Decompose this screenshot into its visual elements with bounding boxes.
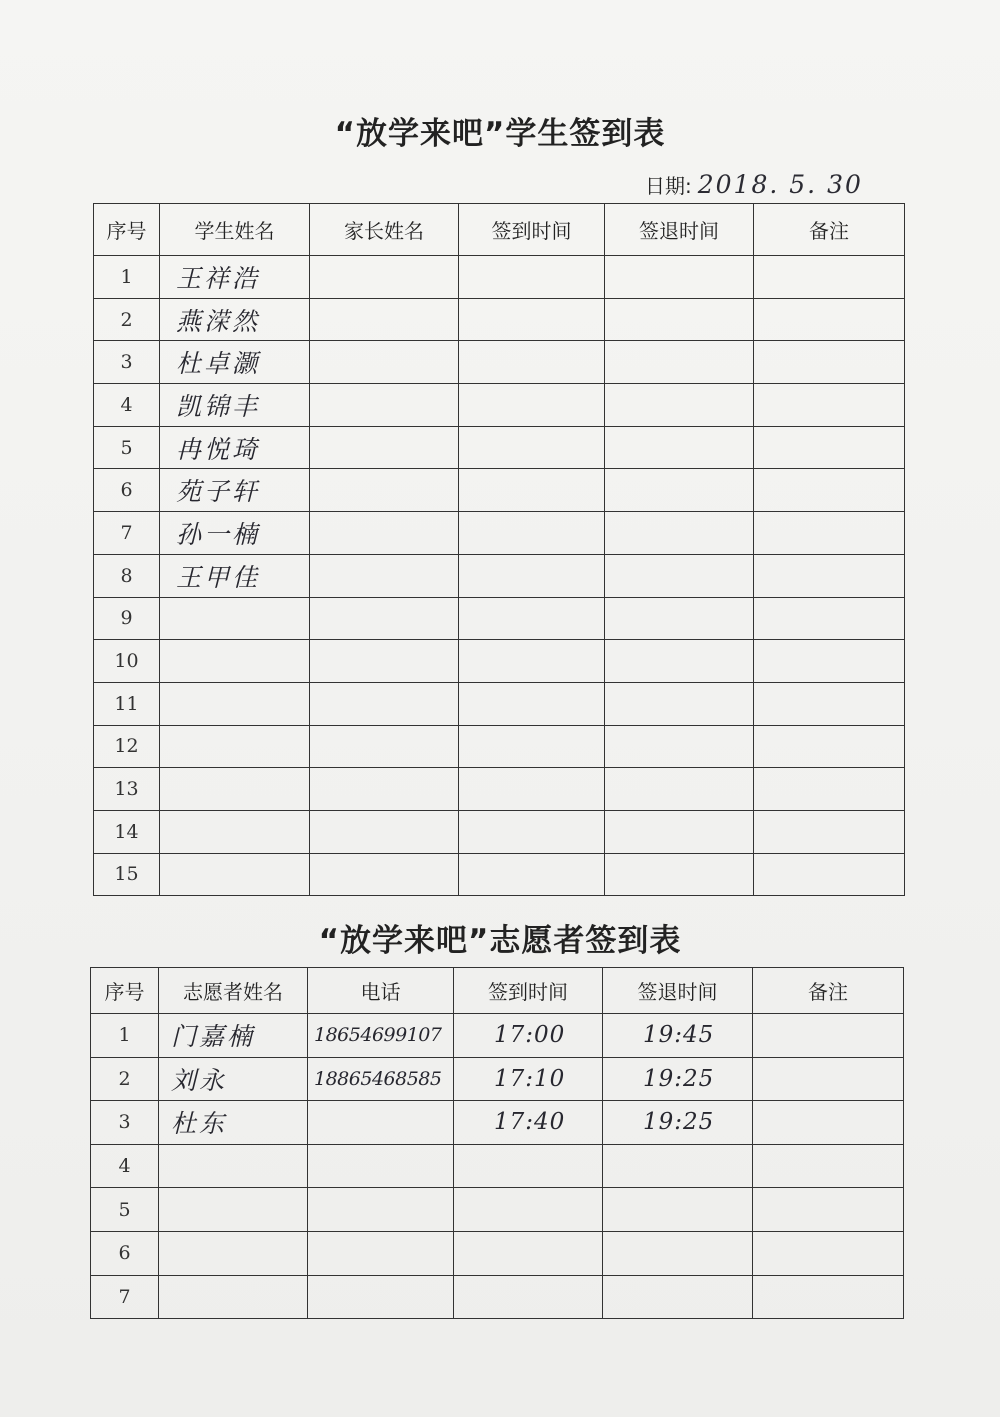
- sign-in-time-cell: [459, 512, 605, 555]
- row-index: 3: [91, 1101, 159, 1145]
- header-phone: 电话: [308, 968, 454, 1014]
- volunteer-table-row: [91, 1188, 904, 1232]
- sign-in-time-cell: 17:40: [454, 1101, 603, 1145]
- parent-name-cell: [310, 554, 459, 597]
- row-index: 1: [91, 1014, 159, 1058]
- sign-out-time-cell: [605, 853, 754, 896]
- sign-out-time-cell: [605, 725, 754, 768]
- sign-out-time-cell: 19:25: [603, 1101, 753, 1145]
- volunteer-name-cell: 杜东: [159, 1101, 308, 1145]
- sign-out-time-cell: [603, 1188, 753, 1232]
- sign-in-time-cell: [459, 341, 605, 384]
- parent-name-cell: [310, 298, 459, 341]
- sign-out-time-cell: 19:45: [603, 1014, 753, 1058]
- student-name-cell: [160, 682, 310, 725]
- parent-name-cell: [310, 384, 459, 427]
- sign-in-time-cell: [459, 682, 605, 725]
- header-volunteer-name: 志愿者姓名: [159, 968, 308, 1014]
- student-table-row: [94, 768, 905, 811]
- sign-in-time-cell: [459, 469, 605, 512]
- row-index: 2: [94, 298, 160, 341]
- volunteer-table-row: [91, 1057, 904, 1101]
- remarks-cell: [754, 768, 905, 811]
- remarks-cell: [754, 597, 905, 640]
- row-index: 15: [94, 853, 160, 896]
- remarks-cell: [754, 810, 905, 853]
- parent-name-cell: [310, 682, 459, 725]
- sign-out-time-cell: [605, 768, 754, 811]
- volunteer-name-cell: [159, 1144, 308, 1188]
- remarks-cell: [754, 426, 905, 469]
- sign-in-time-cell: [459, 256, 605, 299]
- student-table-header-row: [94, 204, 905, 256]
- parent-name-cell: [310, 725, 459, 768]
- date-line: [645, 170, 863, 199]
- sign-out-time-cell: 19:25: [603, 1057, 753, 1101]
- remarks-cell: [754, 298, 905, 341]
- sign-out-time-cell: [605, 298, 754, 341]
- student-table-row: [94, 597, 905, 640]
- header-remarks: 备注: [753, 968, 904, 1014]
- remarks-cell: [753, 1188, 904, 1232]
- volunteer-name-cell: 刘永: [159, 1057, 308, 1101]
- row-index: 14: [94, 810, 160, 853]
- header-sign-out-time: 签退时间: [605, 204, 754, 256]
- row-index: 1: [94, 256, 160, 299]
- sign-in-time-cell: [454, 1188, 603, 1232]
- header-remarks: 备注: [754, 204, 905, 256]
- parent-name-cell: [310, 256, 459, 299]
- student-table-row: [94, 512, 905, 555]
- student-name-cell: [160, 640, 310, 683]
- parent-name-cell: [310, 426, 459, 469]
- parent-name-cell: [310, 768, 459, 811]
- sign-in-time-cell: [459, 298, 605, 341]
- sign-in-time-cell: 17:00: [454, 1014, 603, 1058]
- row-index: 6: [94, 469, 160, 512]
- student-name-cell: 燕溁然: [160, 298, 310, 341]
- sign-in-time-cell: 17:10: [454, 1057, 603, 1101]
- phone-cell: [308, 1144, 454, 1188]
- parent-name-cell: [310, 853, 459, 896]
- student-name-cell: [160, 725, 310, 768]
- sign-out-time-cell: [603, 1231, 753, 1275]
- sign-in-time-cell: [459, 853, 605, 896]
- parent-name-cell: [310, 469, 459, 512]
- parent-name-cell: [310, 810, 459, 853]
- sign-in-time-cell: [454, 1144, 603, 1188]
- sign-out-time-cell: [605, 256, 754, 299]
- volunteer-sheet-title: “放学来吧”志愿者签到表: [318, 923, 682, 959]
- remarks-cell: [753, 1014, 904, 1058]
- student-table-row: [94, 554, 905, 597]
- row-index: 13: [94, 768, 160, 811]
- parent-name-cell: [310, 512, 459, 555]
- student-table-row: [94, 640, 905, 683]
- parent-name-cell: [310, 341, 459, 384]
- sign-in-time-cell: [454, 1231, 603, 1275]
- remarks-cell: [754, 682, 905, 725]
- remarks-cell: [754, 725, 905, 768]
- sign-out-time-cell: [605, 640, 754, 683]
- row-index: 12: [94, 725, 160, 768]
- phone-cell: [308, 1188, 454, 1232]
- remarks-cell: [754, 554, 905, 597]
- student-table-row: [94, 384, 905, 427]
- student-name-cell: 凯锦丰: [160, 384, 310, 427]
- row-index: 6: [91, 1231, 159, 1275]
- student-name-cell: 孙一楠: [160, 512, 310, 555]
- sign-out-time-cell: [605, 469, 754, 512]
- sign-in-time-cell: [459, 554, 605, 597]
- volunteer-table-row: [91, 1231, 904, 1275]
- sign-out-time-cell: [603, 1275, 753, 1319]
- row-index: 7: [94, 512, 160, 555]
- row-index: 3: [94, 341, 160, 384]
- student-table-row: [94, 853, 905, 896]
- student-table-row: [94, 298, 905, 341]
- sign-in-time-cell: [459, 768, 605, 811]
- remarks-cell: [753, 1101, 904, 1145]
- sign-out-time-cell: [605, 810, 754, 853]
- header-sign-in-time: 签到时间: [454, 968, 603, 1014]
- sign-out-time-cell: [605, 426, 754, 469]
- sign-in-time-cell: [459, 384, 605, 427]
- remarks-cell: [753, 1144, 904, 1188]
- header-sign-out-time: 签退时间: [603, 968, 753, 1014]
- volunteer-table-row: [91, 1014, 904, 1058]
- sign-out-time-cell: [605, 554, 754, 597]
- row-index: 4: [94, 384, 160, 427]
- row-index: 10: [94, 640, 160, 683]
- volunteer-table-row: [91, 1144, 904, 1188]
- phone-cell: [308, 1275, 454, 1319]
- student-name-cell: 王甲佳: [160, 554, 310, 597]
- row-index: 11: [94, 682, 160, 725]
- sign-out-time-cell: [605, 597, 754, 640]
- sign-out-time-cell: [603, 1144, 753, 1188]
- header-index: 序号: [91, 968, 159, 1014]
- volunteer-name-cell: 门嘉楠: [159, 1014, 308, 1058]
- date-label: 日期:: [645, 174, 692, 198]
- header-sign-in-time: 签到时间: [459, 204, 605, 256]
- volunteer-sign-in-table: [90, 967, 904, 1319]
- row-index: 5: [91, 1188, 159, 1232]
- student-table-row: [94, 725, 905, 768]
- phone-cell: 18865468585: [308, 1057, 454, 1101]
- row-index: 8: [94, 554, 160, 597]
- student-table-row: [94, 810, 905, 853]
- remarks-cell: [754, 341, 905, 384]
- volunteer-table-row: [91, 1275, 904, 1319]
- remarks-cell: [754, 853, 905, 896]
- remarks-cell: [754, 469, 905, 512]
- student-table-row: [94, 682, 905, 725]
- volunteer-name-cell: [159, 1231, 308, 1275]
- row-index: 9: [94, 597, 160, 640]
- sign-in-time-cell: [454, 1275, 603, 1319]
- student-table-row: [94, 426, 905, 469]
- sign-out-time-cell: [605, 682, 754, 725]
- remarks-cell: [753, 1275, 904, 1319]
- row-index: 4: [91, 1144, 159, 1188]
- phone-cell: [308, 1101, 454, 1145]
- sign-out-time-cell: [605, 341, 754, 384]
- student-table-row: [94, 256, 905, 299]
- remarks-cell: [754, 512, 905, 555]
- parent-name-cell: [310, 597, 459, 640]
- phone-cell: [308, 1231, 454, 1275]
- sign-in-time-cell: [459, 597, 605, 640]
- row-index: 5: [94, 426, 160, 469]
- remarks-cell: [754, 256, 905, 299]
- student-name-cell: 冉悦琦: [160, 426, 310, 469]
- row-index: 2: [91, 1057, 159, 1101]
- remarks-cell: [753, 1231, 904, 1275]
- student-name-cell: [160, 810, 310, 853]
- student-sign-in-table: [93, 203, 905, 896]
- remarks-cell: [754, 640, 905, 683]
- volunteer-name-cell: [159, 1275, 308, 1319]
- student-name-cell: 杜卓灏: [160, 341, 310, 384]
- remarks-cell: [754, 384, 905, 427]
- volunteer-table-header-row: [91, 968, 904, 1014]
- student-name-cell: [160, 768, 310, 811]
- parent-name-cell: [310, 640, 459, 683]
- volunteer-table-row: [91, 1101, 904, 1145]
- phone-cell: 18654699107: [308, 1014, 454, 1058]
- header-student-name: 学生姓名: [160, 204, 310, 256]
- student-table-row: [94, 341, 905, 384]
- sign-out-time-cell: [605, 512, 754, 555]
- header-parent-name: 家长姓名: [310, 204, 459, 256]
- header-index: 序号: [94, 204, 160, 256]
- sign-in-time-cell: [459, 426, 605, 469]
- sign-in-time-cell: [459, 640, 605, 683]
- sign-in-time-cell: [459, 725, 605, 768]
- student-sheet-title: “放学来吧”学生签到表: [334, 116, 666, 152]
- sign-out-time-cell: [605, 384, 754, 427]
- date-value: 2018. 5. 30: [697, 170, 863, 199]
- student-table-row: [94, 469, 905, 512]
- row-index: 7: [91, 1275, 159, 1319]
- student-name-cell: [160, 853, 310, 896]
- student-name-cell: 苑子轩: [160, 469, 310, 512]
- sign-in-time-cell: [459, 810, 605, 853]
- student-name-cell: 王祥浩: [160, 256, 310, 299]
- volunteer-name-cell: [159, 1188, 308, 1232]
- remarks-cell: [753, 1057, 904, 1101]
- student-name-cell: [160, 597, 310, 640]
